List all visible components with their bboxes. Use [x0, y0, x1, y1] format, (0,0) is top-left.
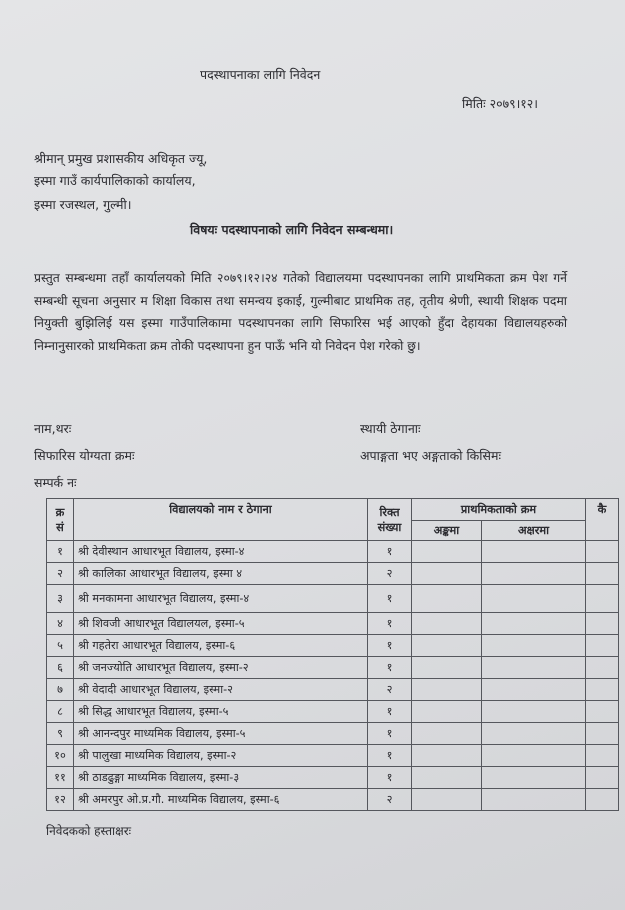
- table-row: [47, 723, 619, 745]
- row-remarks: [586, 563, 619, 585]
- table-row: [47, 563, 619, 585]
- row-school: श्री आनन्दपुर माध्यमिक विद्यालय, इस्मा-५: [74, 723, 368, 745]
- row-in-figures: [412, 679, 482, 701]
- row-school: श्री सिद्ध आधारभूत विद्यालय, इस्मा-५: [74, 701, 368, 723]
- row-serial: ८: [47, 701, 74, 723]
- table-row: [47, 541, 619, 563]
- row-in-figures: [412, 563, 482, 585]
- document-title: पदस्थापनाका लागि निवेदन: [200, 67, 321, 82]
- row-remarks: [586, 541, 619, 563]
- row-remarks: [586, 723, 619, 745]
- table-row: [47, 701, 619, 723]
- row-serial: ६: [47, 657, 74, 679]
- row-serial: १२: [47, 789, 74, 811]
- signature-label: निवेदकको हस्ताक्षरः: [46, 824, 132, 838]
- row-in-figures: [412, 723, 482, 745]
- row-in-figures: [412, 635, 482, 657]
- row-vacancy: १: [368, 701, 412, 723]
- row-in-figures: [412, 767, 482, 789]
- school-priority-table: [46, 498, 619, 811]
- row-vacancy: २: [368, 679, 412, 701]
- header-remarks: कै: [586, 499, 619, 541]
- row-school: श्री वेदादी आधारभूत विद्यालय, इस्मा-२: [74, 679, 368, 701]
- row-in-figures: [412, 541, 482, 563]
- row-in-figures: [412, 613, 482, 635]
- row-in-words: [482, 723, 586, 745]
- row-school: श्री कालिका आधारभूत विद्यालय, इस्मा ४: [74, 563, 368, 585]
- row-school: श्री देवीस्थान आधारभूत विद्यालय, इस्मा-४: [74, 541, 368, 563]
- row-school: श्री अमरपुर ओ.प्र.गौ. माध्यमिक विद्यालय, इस्मा-६: [74, 789, 368, 811]
- row-school: श्री जनज्योति आधारभूत विद्यालय, इस्मा-२: [74, 657, 368, 679]
- row-in-words: [482, 657, 586, 679]
- recipient-line-2: इस्मा गाउँ कार्यपालिकाको कार्यालय,: [34, 173, 196, 188]
- table-row: [47, 657, 619, 679]
- row-vacancy: २: [368, 563, 412, 585]
- row-vacancy: १: [368, 541, 412, 563]
- row-in-figures: [412, 585, 482, 613]
- row-remarks: [586, 745, 619, 767]
- row-remarks: [586, 657, 619, 679]
- row-serial: १: [47, 541, 74, 563]
- row-in-words: [482, 563, 586, 585]
- table-row: [47, 767, 619, 789]
- header-school: विद्यालयको नाम र ठेगाना: [74, 499, 368, 541]
- row-remarks: [586, 635, 619, 657]
- row-vacancy: १: [368, 723, 412, 745]
- table-row: [47, 585, 619, 613]
- row-vacancy: १: [368, 613, 412, 635]
- header-serial-line2: सं: [56, 520, 64, 534]
- header-in-words: अक्षरमा: [482, 521, 586, 541]
- row-in-words: [482, 701, 586, 723]
- row-school: श्री ठाडढुङ्गा माध्यमिक विद्यालय, इस्मा-३: [74, 767, 368, 789]
- row-in-words: [482, 745, 586, 767]
- row-school: श्री गहतेरा आधारभूत विद्यालय, इस्मा-६: [74, 635, 368, 657]
- header-serial-line1: क्र: [55, 505, 65, 519]
- header-vacancy: [368, 499, 412, 541]
- row-in-figures: [412, 701, 482, 723]
- row-serial: ७: [47, 679, 74, 701]
- row-vacancy: १: [368, 585, 412, 613]
- table-row: [47, 635, 619, 657]
- row-vacancy: २: [368, 789, 412, 811]
- body-paragraph: प्रस्तुत सम्बन्धमा तहाँ कार्यालयको मिति २०७९।१२।२४ गतेको विद्यालयमा पदस्थापनका लागि प्राथमिकता क्रम पेश गर्ने सम्बन्धी सूचना अनुसार म शिक्षा विकास तथा समन्वय इकाई, गुल्मीबाट प्राथमिक तह, तृतीय श्रेणी, स्थायी शिक्षक पदमा नियुक्ती बुझिलिई यस इस्मा गाउँपालिकामा पदस्थापनका लागि सिफारिस भई आएको हुँदा देहायका विद्यालयहरुको निम्नानुसारको प्राथमिकता क्रम तोकी पदस्थापना हुन पाऊँ भनि यो निवेदन पेश गरेको छु।: [34, 271, 567, 353]
- recipient-line-1: श्रीमान् प्रमुख प्रशासकीय अधिकृत ज्यू,: [34, 151, 208, 166]
- row-in-words: [482, 789, 586, 811]
- row-in-words: [482, 679, 586, 701]
- row-school: श्री मनकामना आधारभूत विद्यालय, इस्मा-४: [74, 585, 368, 613]
- table-row: [47, 745, 619, 767]
- row-serial: ९: [47, 723, 74, 745]
- row-in-words: [482, 767, 586, 789]
- disability-field-label: अपाङ्गता भए अङ्गताको किसिमः: [360, 448, 501, 463]
- row-serial: ११: [47, 767, 74, 789]
- row-in-words: [482, 541, 586, 563]
- row-remarks: [586, 701, 619, 723]
- address-field-label: स्थायी ठेगानाः: [360, 421, 421, 436]
- header-priority: प्राथमिकताको क्रम: [412, 499, 586, 521]
- recipient-line-3: इस्मा रजस्थल, गुल्मी।: [34, 197, 132, 212]
- row-remarks: [586, 679, 619, 701]
- row-school: श्री पालुखा माध्यमिक विद्यालय, इस्मा-२: [74, 745, 368, 767]
- row-in-figures: [412, 745, 482, 767]
- table-row: [47, 789, 619, 811]
- contact-field-label: सम्पर्क नः: [34, 475, 77, 490]
- row-serial: ४: [47, 613, 74, 635]
- row-in-figures: [412, 657, 482, 679]
- header-vacancy-line2: संख्या: [377, 520, 402, 534]
- row-vacancy: १: [368, 635, 412, 657]
- table-row: [47, 679, 619, 701]
- header-in-figures: अङ्कमा: [412, 521, 482, 541]
- header-serial: [47, 499, 74, 541]
- row-remarks: [586, 613, 619, 635]
- subject-line: विषयः पदस्थापनाको लागि निवेदन सम्बन्धमा।: [190, 222, 394, 237]
- header-vacancy-line1: रिक्त: [379, 505, 400, 519]
- name-field-label: नाम,थरः: [34, 421, 72, 436]
- row-serial: २: [47, 563, 74, 585]
- row-serial: १०: [47, 745, 74, 767]
- row-serial: ५: [47, 635, 74, 657]
- document-date: मितिः २०७९।१२।: [462, 96, 539, 111]
- table-row: [47, 613, 619, 635]
- row-in-words: [482, 635, 586, 657]
- row-vacancy: १: [368, 657, 412, 679]
- row-remarks: [586, 789, 619, 811]
- row-vacancy: १: [368, 767, 412, 789]
- row-school: श्री शिवजी आधारभूत विद्यालयल, इस्मा-५: [74, 613, 368, 635]
- row-in-words: [482, 585, 586, 613]
- row-vacancy: १: [368, 745, 412, 767]
- row-in-figures: [412, 789, 482, 811]
- row-serial: ३: [47, 585, 74, 613]
- row-in-words: [482, 613, 586, 635]
- row-remarks: [586, 767, 619, 789]
- row-remarks: [586, 585, 619, 613]
- merit-field-label: सिफारिस योग्यता क्रमः: [34, 448, 135, 463]
